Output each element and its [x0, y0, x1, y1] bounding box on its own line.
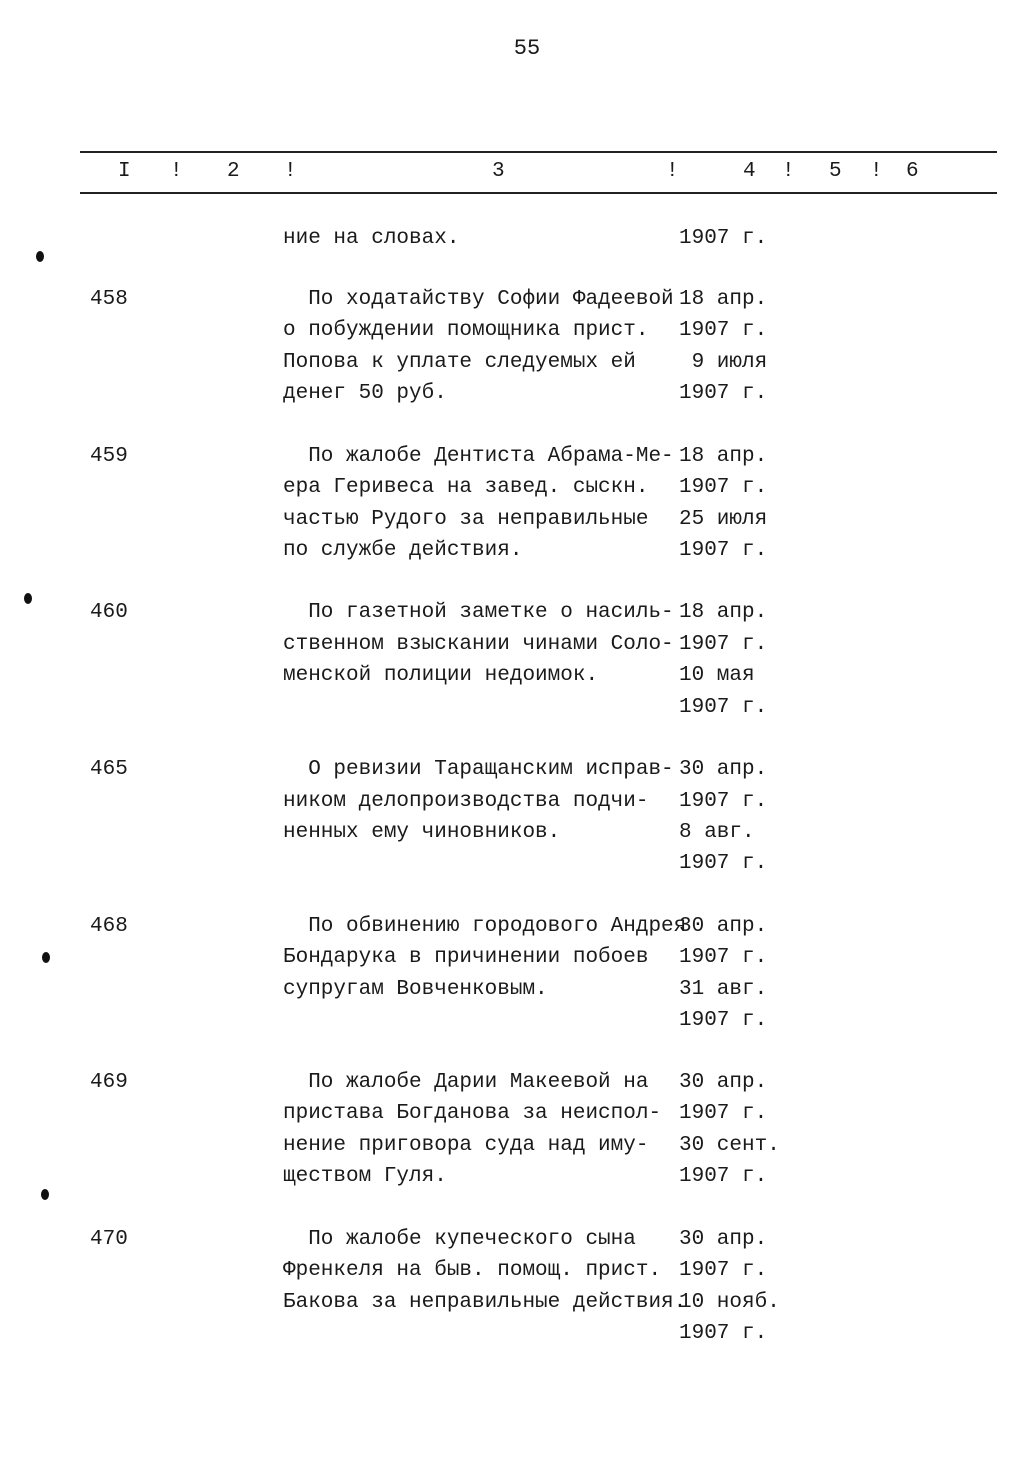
entry-description-line: По жалобе Дарии Макеевой на	[283, 1071, 649, 1094]
entry-number: 459	[90, 445, 128, 468]
binding-hole-mark	[36, 251, 44, 262]
entry-description-line: Бакова за неправильные действия.	[283, 1291, 687, 1314]
entry-number: 468	[90, 915, 128, 938]
entry-date-line: 1907 г.	[679, 1102, 768, 1125]
entry-date-line: 1907 г.	[679, 696, 768, 719]
binding-hole-mark	[41, 1189, 49, 1200]
column-separator: !	[870, 160, 883, 183]
entry-date-line: 1907 г.	[679, 1259, 768, 1282]
entry-date-line: 1907 г.	[679, 1322, 768, 1345]
entry-date-line: 30 апр.	[679, 1071, 768, 1094]
binding-hole-mark	[24, 593, 32, 604]
entry-description-line: Френкеля на быв. помощ. прист.	[283, 1259, 662, 1282]
entry-description-line: частью Рудого за неправильные	[283, 508, 649, 531]
column-header-3: 3	[492, 160, 505, 183]
entry-date-line: 1907 г.	[679, 946, 768, 969]
entry-date-line: 1907 г.	[679, 539, 768, 562]
entry-description-line: По ходатайству Софии Фадеевой	[283, 288, 674, 311]
entry-date-line: 1907 г.	[679, 476, 768, 499]
entry-date-line: 1907 г.	[679, 852, 768, 875]
entry-date-line: 18 апр.	[679, 288, 768, 311]
column-header-2: 2	[227, 160, 240, 183]
entry-date-line: 10 нояб.	[679, 1291, 780, 1314]
entry-number: 470	[90, 1228, 128, 1251]
entry-description-line: По газетной заметке о насиль-	[283, 601, 674, 624]
binding-hole-mark	[42, 952, 50, 963]
entry-number: 458	[90, 288, 128, 311]
entry-date-line: 18 апр.	[679, 601, 768, 624]
entry-description-line: менской полиции недоимок.	[283, 664, 599, 687]
entry-date-line: 9 июля	[679, 351, 768, 374]
entry-description-line: По обвинению городового Андрея	[283, 915, 687, 938]
entry-number: 460	[90, 601, 128, 624]
entry-description-line: По жалобе Дентиста Абрама-Ме-	[283, 445, 674, 468]
entry-date-line: 30 апр.	[679, 758, 768, 781]
entry-description-line: ера Геривеса на завед. сыскн.	[283, 476, 649, 499]
entry-date-line: 31 авг.	[679, 978, 768, 1001]
entry-description-line: По жалобе купеческого сына	[283, 1228, 636, 1251]
column-separator: !	[666, 160, 679, 183]
entry-number: 469	[90, 1071, 128, 1094]
entry-date-line: 1907 г.	[679, 633, 768, 656]
entry-date-line: 1907 г.	[679, 1009, 768, 1032]
entry-date-line: 8 авг.	[679, 821, 755, 844]
entry-description-line: ником делопроизводства подчи-	[283, 790, 649, 813]
entry-description-line: ние на словах.	[283, 227, 460, 250]
entry-description-line: пристава Богданова за неиспол-	[283, 1102, 662, 1125]
entry-number: 465	[90, 758, 128, 781]
entry-date-line: 1907 г.	[679, 1165, 768, 1188]
entry-description-line: денег 50 руб.	[283, 382, 447, 405]
entry-date-line: 30 сент.	[679, 1134, 780, 1157]
column-separator: !	[284, 160, 297, 183]
column-header-4: 4	[743, 160, 756, 183]
header-bottom-rule	[80, 192, 997, 194]
entry-date-line: 1907 г.	[679, 790, 768, 813]
entry-date-line: 30 апр.	[679, 1228, 768, 1251]
entry-date-line: 18 апр.	[679, 445, 768, 468]
column-separator: !	[782, 160, 795, 183]
entry-date-line: 1907 г.	[679, 382, 768, 405]
column-separator: !	[170, 160, 183, 183]
entry-date-line: 25 июля	[679, 508, 768, 531]
entry-description-line: ственном взыскании чинами Соло-	[283, 633, 674, 656]
entry-description-line: ненных ему чиновников.	[283, 821, 561, 844]
column-header-5: 5	[829, 160, 842, 183]
column-header-1: I	[118, 160, 131, 183]
header-top-rule	[80, 151, 997, 153]
entry-date-line: 10 мая	[679, 664, 755, 687]
entry-description-line: Бондарука в причинении побоев	[283, 946, 649, 969]
page-number: 55	[513, 36, 541, 61]
entry-description-line: супругам Вовченковым.	[283, 978, 548, 1001]
entry-description-line: О ревизии Таращанским исправ-	[283, 758, 674, 781]
entry-date-line: 1907 г.	[679, 319, 768, 342]
entry-description-line: ществом Гуля.	[283, 1165, 447, 1188]
entry-date-line: 1907 г.	[679, 227, 768, 250]
entry-description-line: Попова к уплате следуемых ей	[283, 351, 636, 374]
entry-date-line: 30 апр.	[679, 915, 768, 938]
column-header-6: 6	[906, 160, 919, 183]
entry-description-line: по службе действия.	[283, 539, 523, 562]
entry-description-line: о побуждении помощника прист.	[283, 319, 649, 342]
entry-description-line: нение приговора суда над иму-	[283, 1134, 649, 1157]
